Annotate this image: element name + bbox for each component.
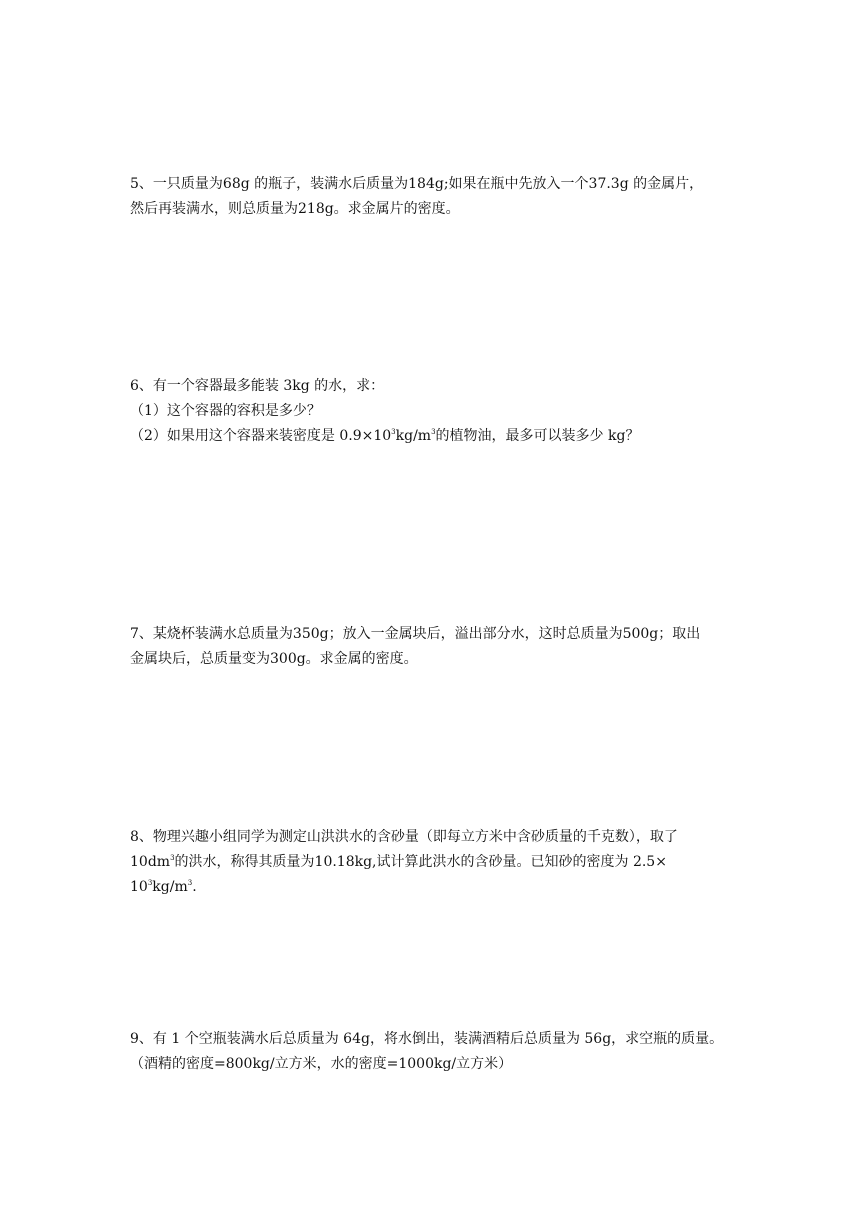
- problem-6-part-2-text-a: （2）如果用这个容器来装密度是 0.9×10: [130, 428, 392, 444]
- problem-8-line-3-unit: kg/m: [152, 879, 188, 895]
- problem-7-line-2: 金属块后，总质量变为300g。求金属的密度。: [130, 651, 418, 667]
- problem-9-line-2: （酒精的密度=800kg/立方米，水的密度=1000kg/立方米）: [130, 1056, 513, 1072]
- problem-6-part-2: [130, 424, 740, 449]
- problem-7: [130, 622, 740, 672]
- problem-6-exponent-2: 3: [431, 428, 436, 436]
- problem-9-line-1: 9、有 1 个空瓶装满水后总质量为 64g，将水倒出，装满酒精后总质量为 56g，求空瓶的质量。: [130, 1031, 724, 1047]
- problem-8-line-1: 8、物理兴趣小组同学为测定山洪洪水的含砂量（即每立方米中含砂质量的千克数），取了: [130, 829, 678, 845]
- problem-6-part-2-unit: kg/m: [395, 428, 432, 444]
- problem-7-line-1: 7、某烧杯装满水总质量为350g；放入一金属块后，溢出部分水，这时总质量为500g；取出: [130, 626, 701, 642]
- problem-8-volume: 10dm: [130, 854, 171, 870]
- problem-9: [130, 1027, 740, 1077]
- problem-6: [130, 374, 740, 449]
- problem-5: [130, 172, 740, 222]
- problem-6-line-1: 6、有一个容器最多能装 3kg 的水，求：: [130, 378, 385, 394]
- problem-8-line-2: [130, 850, 740, 875]
- problem-8-volume-exponent: 3: [170, 854, 175, 862]
- problem-8-exponent-2: 3: [187, 879, 193, 887]
- problem-6-exponent-1: 3: [391, 428, 396, 436]
- problem-8: [130, 825, 740, 900]
- problem-5-line-2: 然后再装满水，则总质量为218g。求金属片的密度。: [130, 201, 460, 217]
- problem-5-line-1: 5、一只质量为68g 的瓶子，装满水后质量为184g;如果在瓶中先放入一个37.3g 的金属片，: [130, 176, 704, 192]
- problem-6-part-2-text-c: 的植物油，最多可以装多少 kg？: [435, 428, 640, 444]
- problem-8-line-3: [130, 875, 740, 900]
- problem-8-line-3-base: 10: [130, 879, 148, 895]
- problem-6-part-1: （1）这个容器的容积是多少？: [130, 403, 321, 419]
- problem-8-line-2-text: 的洪水，称得其质量为10.18kg,试计算此洪水的含砂量。已知砂的密度为 2.5×: [174, 854, 667, 870]
- problem-8-line-3-end: .: [192, 879, 197, 895]
- problem-8-exponent-1: 3: [147, 879, 153, 887]
